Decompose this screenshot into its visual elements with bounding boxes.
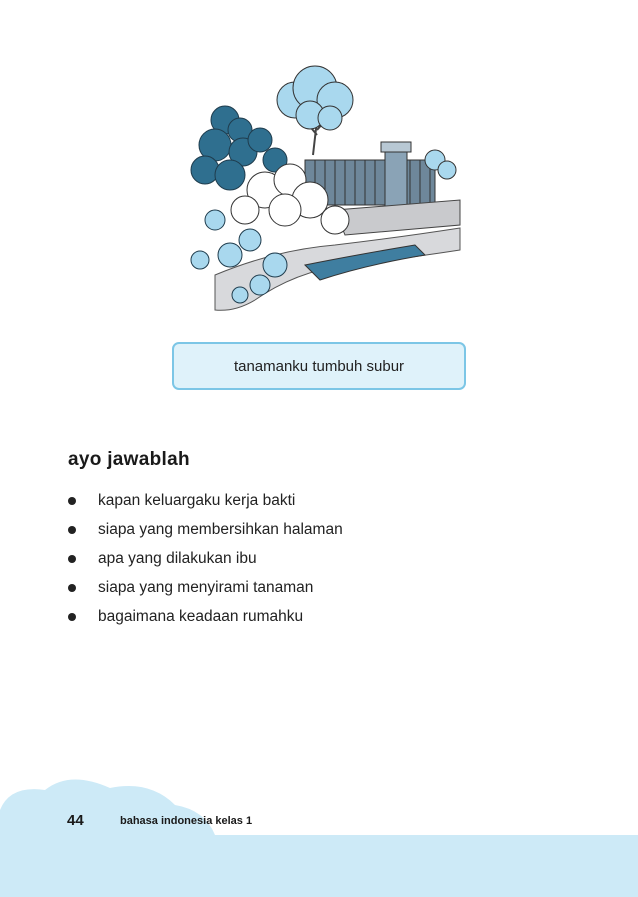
list-item [68, 544, 343, 573]
list-item [68, 573, 343, 602]
page-number: 44 [67, 812, 84, 829]
caption-text: tanamanku tumbuh subur [233, 357, 405, 375]
question-text: kapan keluargaku kerja bakti [98, 491, 296, 509]
bullet-icon [68, 613, 76, 621]
question-text: apa yang dilakukan ibu [98, 549, 257, 567]
question-text: siapa yang menyirami tanaman [98, 578, 314, 596]
section-heading: ayo jawablah [68, 449, 190, 470]
bullet-icon [68, 584, 76, 592]
list-item [68, 515, 343, 544]
bullet-icon [68, 526, 76, 534]
question-text: bagaimana keadaan rumahku [98, 607, 304, 625]
garden-illustration-icon [185, 60, 465, 325]
book-title: bahasa indonesia kelas 1 [120, 815, 253, 827]
footer-band [0, 770, 638, 897]
bullet-icon [68, 555, 76, 563]
caption-box [172, 342, 466, 390]
bullet-icon [68, 497, 76, 505]
question-list [68, 486, 343, 631]
list-item [68, 486, 343, 515]
list-item [68, 602, 343, 631]
question-text: siapa yang membersihkan halaman [98, 520, 343, 538]
